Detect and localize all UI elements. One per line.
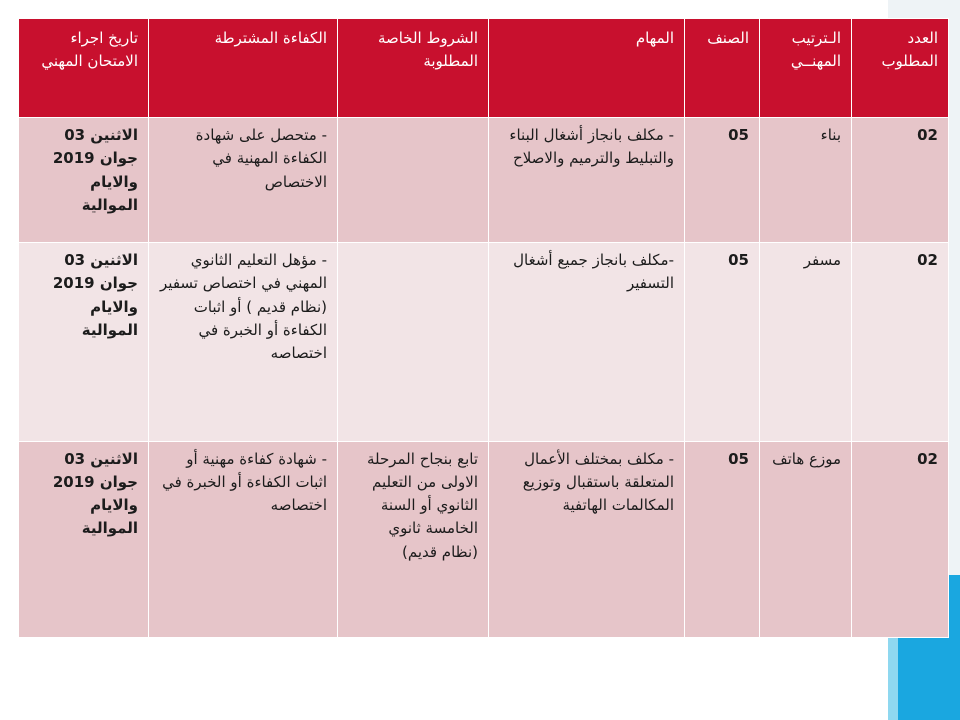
- cell-competence: - شهادة كفاءة مهنية أو اثبات الكفاءة أو الخبرة في اختصاصه: [149, 441, 338, 637]
- cell-competence: - مؤهل التعليم الثانوي المهني في اختصاص تسفير (نظام قديم ) أو اثبات الكفاءة أو الخبرة في اختصاصه: [149, 243, 338, 441]
- header-rank: الـترتيب المهنــي: [760, 19, 852, 118]
- header-conditions: الشروط الخاصة المطلوبة: [338, 19, 489, 118]
- cell-grade: 05: [685, 118, 760, 243]
- header-grade: الصنف: [685, 19, 760, 118]
- header-tasks: المهام: [489, 19, 685, 118]
- cell-exam-date: الاثنين 03 جوان 2019 والايام الموالية: [19, 243, 149, 441]
- table-header-row: [19, 19, 949, 118]
- cell-conditions: [338, 243, 489, 441]
- cell-exam-date: الاثنين 03 جوان 2019 والايام الموالية: [19, 118, 149, 243]
- cell-competence: - متحصل على شهادة الكفاءة المهنية في الاختصاص: [149, 118, 338, 243]
- cell-count: 02: [852, 243, 949, 441]
- table-row: [19, 118, 949, 243]
- recruitment-table: [18, 18, 949, 638]
- header-competence: الكفاءة المشترطة: [149, 19, 338, 118]
- cell-rank: مسفر: [760, 243, 852, 441]
- cell-conditions: تابع بنجاح المرحلة الاولى من التعليم الثانوي أو السنة الخامسة ثانوي (نظام قديم): [338, 441, 489, 637]
- table-row: [19, 441, 949, 637]
- header-count: العدد المطلوب: [852, 19, 949, 118]
- cell-grade: 05: [685, 441, 760, 637]
- cell-tasks: - مكلف بانجاز أشغال البناء والتبليط والترميم والاصلاح: [489, 118, 685, 243]
- cell-count: 02: [852, 441, 949, 637]
- cell-tasks: -مكلف بانجاز جميع أشغال التسفير: [489, 243, 685, 441]
- cell-grade: 05: [685, 243, 760, 441]
- table-row: [19, 243, 949, 441]
- cell-tasks: - مكلف بمختلف الأعمال المتعلقة باستقبال وتوزيع المكالمات الهاتفية: [489, 441, 685, 637]
- cell-rank: موزع هاتف: [760, 441, 852, 637]
- cell-count: 02: [852, 118, 949, 243]
- cell-conditions: [338, 118, 489, 243]
- header-exam-date: تاريخ اجراء الامتحان المهني: [19, 19, 149, 118]
- cell-exam-date: الاثنين 03 جوان 2019 والايام الموالية: [19, 441, 149, 637]
- cell-rank: بناء: [760, 118, 852, 243]
